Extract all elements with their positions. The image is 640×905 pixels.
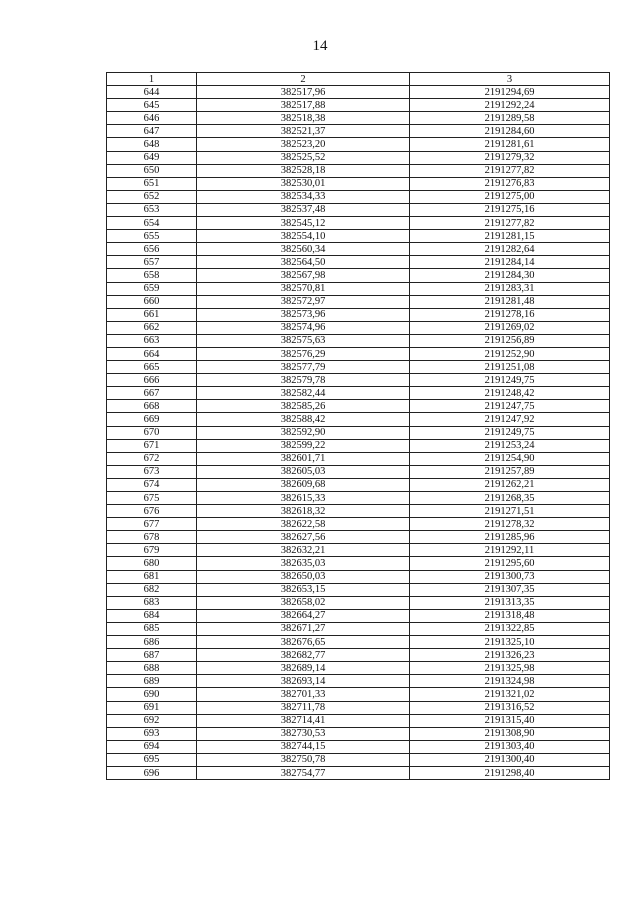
cell-point-number: 648 [107, 138, 197, 151]
cell-point-number: 669 [107, 413, 197, 426]
cell-y-coordinate: 2191251,08 [410, 361, 610, 374]
cell-x-coordinate: 382572,97 [197, 295, 410, 308]
cell-point-number: 677 [107, 518, 197, 531]
cell-x-coordinate: 382635,03 [197, 557, 410, 570]
table-row [107, 203, 610, 216]
cell-y-coordinate: 2191325,98 [410, 662, 610, 675]
cell-point-number: 691 [107, 701, 197, 714]
page-number: 14 [312, 38, 328, 54]
table-row [107, 347, 610, 360]
cell-point-number: 685 [107, 622, 197, 635]
cell-point-number: 645 [107, 99, 197, 112]
table-row [107, 636, 610, 649]
table-row [107, 492, 610, 505]
table-row [107, 570, 610, 583]
cell-x-coordinate: 382588,42 [197, 413, 410, 426]
cell-y-coordinate: 2191256,89 [410, 334, 610, 347]
cell-y-coordinate: 2191326,23 [410, 649, 610, 662]
cell-point-number: 650 [107, 164, 197, 177]
table-row [107, 518, 610, 531]
header-cell-y-coordinate: 3 [410, 73, 610, 86]
table-row [107, 387, 610, 400]
cell-point-number: 664 [107, 347, 197, 360]
cell-x-coordinate: 382689,14 [197, 662, 410, 675]
cell-point-number: 647 [107, 125, 197, 138]
cell-point-number: 676 [107, 505, 197, 518]
cell-y-coordinate: 2191285,96 [410, 531, 610, 544]
cell-y-coordinate: 2191277,82 [410, 164, 610, 177]
cell-point-number: 686 [107, 636, 197, 649]
cell-point-number: 687 [107, 649, 197, 662]
table-row [107, 452, 610, 465]
cell-x-coordinate: 382605,03 [197, 465, 410, 478]
cell-y-coordinate: 2191318,48 [410, 609, 610, 622]
cell-x-coordinate: 382517,96 [197, 86, 410, 99]
cell-x-coordinate: 382609,68 [197, 478, 410, 491]
table-row [107, 295, 610, 308]
cell-x-coordinate: 382714,41 [197, 714, 410, 727]
cell-x-coordinate: 382573,96 [197, 308, 410, 321]
cell-x-coordinate: 382528,18 [197, 164, 410, 177]
cell-y-coordinate: 2191315,40 [410, 714, 610, 727]
cell-x-coordinate: 382653,15 [197, 583, 410, 596]
cell-x-coordinate: 382650,03 [197, 570, 410, 583]
cell-x-coordinate: 382599,22 [197, 439, 410, 452]
cell-point-number: 660 [107, 295, 197, 308]
cell-y-coordinate: 2191249,75 [410, 426, 610, 439]
cell-point-number: 674 [107, 478, 197, 491]
cell-y-coordinate: 2191253,24 [410, 439, 610, 452]
cell-y-coordinate: 2191289,58 [410, 112, 610, 125]
cell-point-number: 696 [107, 766, 197, 779]
cell-x-coordinate: 382615,33 [197, 492, 410, 505]
cell-x-coordinate: 382570,81 [197, 282, 410, 295]
cell-x-coordinate: 382658,02 [197, 596, 410, 609]
cell-point-number: 671 [107, 439, 197, 452]
cell-x-coordinate: 382518,38 [197, 112, 410, 125]
table-row [107, 766, 610, 779]
table-row [107, 164, 610, 177]
cell-y-coordinate: 2191262,21 [410, 478, 610, 491]
cell-y-coordinate: 2191249,75 [410, 374, 610, 387]
table-row [107, 465, 610, 478]
cell-x-coordinate: 382711,78 [197, 701, 410, 714]
cell-y-coordinate: 2191268,35 [410, 492, 610, 505]
cell-x-coordinate: 382537,48 [197, 203, 410, 216]
cell-point-number: 659 [107, 282, 197, 295]
table-row [107, 321, 610, 334]
cell-y-coordinate: 2191303,40 [410, 740, 610, 753]
cell-point-number: 654 [107, 217, 197, 230]
table-row [107, 99, 610, 112]
table-row [107, 531, 610, 544]
table-body [107, 86, 610, 780]
cell-point-number: 679 [107, 544, 197, 557]
cell-point-number: 657 [107, 256, 197, 269]
table-row [107, 217, 610, 230]
table-row [107, 177, 610, 190]
table-row [107, 125, 610, 138]
cell-point-number: 666 [107, 374, 197, 387]
cell-x-coordinate: 382701,33 [197, 688, 410, 701]
cell-x-coordinate: 382575,63 [197, 334, 410, 347]
cell-y-coordinate: 2191271,51 [410, 505, 610, 518]
header-cell-point-number: 1 [107, 73, 197, 86]
cell-y-coordinate: 2191284,30 [410, 269, 610, 282]
cell-x-coordinate: 382574,96 [197, 321, 410, 334]
table-row [107, 662, 610, 675]
cell-point-number: 683 [107, 596, 197, 609]
cell-point-number: 695 [107, 753, 197, 766]
cell-y-coordinate: 2191292,24 [410, 99, 610, 112]
table-row [107, 596, 610, 609]
cell-y-coordinate: 2191300,73 [410, 570, 610, 583]
table-row [107, 243, 610, 256]
table-row [107, 230, 610, 243]
table-row [107, 256, 610, 269]
table-row [107, 688, 610, 701]
cell-x-coordinate: 382567,98 [197, 269, 410, 282]
table-row [107, 439, 610, 452]
cell-x-coordinate: 382521,37 [197, 125, 410, 138]
cell-point-number: 680 [107, 557, 197, 570]
cell-x-coordinate: 382671,27 [197, 622, 410, 635]
cell-y-coordinate: 2191307,35 [410, 583, 610, 596]
cell-y-coordinate: 2191324,98 [410, 675, 610, 688]
table-row [107, 753, 610, 766]
cell-x-coordinate: 382585,26 [197, 400, 410, 413]
cell-point-number: 678 [107, 531, 197, 544]
cell-point-number: 688 [107, 662, 197, 675]
table-header [107, 73, 610, 86]
table-row [107, 544, 610, 557]
cell-point-number: 651 [107, 177, 197, 190]
cell-y-coordinate: 2191275,16 [410, 203, 610, 216]
cell-x-coordinate: 382601,71 [197, 452, 410, 465]
cell-y-coordinate: 2191269,02 [410, 321, 610, 334]
table-row [107, 557, 610, 570]
cell-x-coordinate: 382576,29 [197, 347, 410, 360]
cell-y-coordinate: 2191277,82 [410, 217, 610, 230]
table-row [107, 740, 610, 753]
cell-point-number: 668 [107, 400, 197, 413]
cell-x-coordinate: 382517,88 [197, 99, 410, 112]
cell-x-coordinate: 382744,15 [197, 740, 410, 753]
cell-y-coordinate: 2191322,85 [410, 622, 610, 635]
cell-x-coordinate: 382730,53 [197, 727, 410, 740]
table-row [107, 400, 610, 413]
cell-x-coordinate: 382627,56 [197, 531, 410, 544]
cell-point-number: 644 [107, 86, 197, 99]
cell-y-coordinate: 2191278,16 [410, 308, 610, 321]
cell-point-number: 649 [107, 151, 197, 164]
table-row [107, 374, 610, 387]
cell-point-number: 652 [107, 190, 197, 203]
cell-point-number: 694 [107, 740, 197, 753]
cell-x-coordinate: 382545,12 [197, 217, 410, 230]
cell-point-number: 675 [107, 492, 197, 505]
cell-y-coordinate: 2191247,92 [410, 413, 610, 426]
cell-y-coordinate: 2191283,31 [410, 282, 610, 295]
cell-point-number: 655 [107, 230, 197, 243]
table-row [107, 361, 610, 374]
cell-point-number: 667 [107, 387, 197, 400]
table-row [107, 151, 610, 164]
cell-y-coordinate: 2191313,35 [410, 596, 610, 609]
table-row [107, 269, 610, 282]
cell-y-coordinate: 2191276,83 [410, 177, 610, 190]
cell-y-coordinate: 2191282,64 [410, 243, 610, 256]
table-row [107, 675, 610, 688]
cell-y-coordinate: 2191321,02 [410, 688, 610, 701]
cell-point-number: 662 [107, 321, 197, 334]
cell-x-coordinate: 382622,58 [197, 518, 410, 531]
cell-y-coordinate: 2191247,75 [410, 400, 610, 413]
cell-point-number: 653 [107, 203, 197, 216]
table-row [107, 282, 610, 295]
cell-y-coordinate: 2191308,90 [410, 727, 610, 740]
cell-point-number: 684 [107, 609, 197, 622]
table-row [107, 649, 610, 662]
cell-y-coordinate: 2191248,42 [410, 387, 610, 400]
cell-point-number: 673 [107, 465, 197, 478]
table-row [107, 86, 610, 99]
cell-x-coordinate: 382525,52 [197, 151, 410, 164]
cell-point-number: 672 [107, 452, 197, 465]
cell-y-coordinate: 2191257,89 [410, 465, 610, 478]
table-row [107, 478, 610, 491]
cell-x-coordinate: 382676,65 [197, 636, 410, 649]
cell-x-coordinate: 382523,20 [197, 138, 410, 151]
cell-point-number: 681 [107, 570, 197, 583]
cell-x-coordinate: 382682,77 [197, 649, 410, 662]
cell-point-number: 646 [107, 112, 197, 125]
cell-y-coordinate: 2191278,32 [410, 518, 610, 531]
cell-x-coordinate: 382664,27 [197, 609, 410, 622]
cell-x-coordinate: 382693,14 [197, 675, 410, 688]
table-row [107, 413, 610, 426]
table-row [107, 334, 610, 347]
cell-point-number: 693 [107, 727, 197, 740]
coordinates-table [106, 72, 610, 780]
cell-x-coordinate: 382632,21 [197, 544, 410, 557]
cell-x-coordinate: 382754,77 [197, 766, 410, 779]
cell-x-coordinate: 382582,44 [197, 387, 410, 400]
cell-y-coordinate: 2191298,40 [410, 766, 610, 779]
cell-y-coordinate: 2191294,69 [410, 86, 610, 99]
cell-y-coordinate: 2191254,90 [410, 452, 610, 465]
cell-x-coordinate: 382750,78 [197, 753, 410, 766]
cell-y-coordinate: 2191300,40 [410, 753, 610, 766]
cell-point-number: 665 [107, 361, 197, 374]
cell-point-number: 692 [107, 714, 197, 727]
table-row [107, 426, 610, 439]
cell-x-coordinate: 382530,01 [197, 177, 410, 190]
cell-x-coordinate: 382554,10 [197, 230, 410, 243]
cell-x-coordinate: 382577,79 [197, 361, 410, 374]
table-row [107, 112, 610, 125]
table-row [107, 505, 610, 518]
cell-point-number: 658 [107, 269, 197, 282]
table-row [107, 727, 610, 740]
cell-point-number: 656 [107, 243, 197, 256]
cell-x-coordinate: 382579,78 [197, 374, 410, 387]
cell-y-coordinate: 2191281,61 [410, 138, 610, 151]
cell-x-coordinate: 382618,32 [197, 505, 410, 518]
cell-x-coordinate: 382534,33 [197, 190, 410, 203]
table-row [107, 714, 610, 727]
header-row [107, 73, 610, 86]
cell-y-coordinate: 2191281,15 [410, 230, 610, 243]
table-row [107, 622, 610, 635]
cell-y-coordinate: 2191275,00 [410, 190, 610, 203]
cell-point-number: 689 [107, 675, 197, 688]
cell-point-number: 682 [107, 583, 197, 596]
table-row [107, 583, 610, 596]
table-row [107, 190, 610, 203]
cell-y-coordinate: 2191281,48 [410, 295, 610, 308]
table-row [107, 138, 610, 151]
cell-x-coordinate: 382564,50 [197, 256, 410, 269]
table-row [107, 609, 610, 622]
cell-y-coordinate: 2191325,10 [410, 636, 610, 649]
cell-y-coordinate: 2191316,52 [410, 701, 610, 714]
cell-y-coordinate: 2191284,14 [410, 256, 610, 269]
table-row [107, 701, 610, 714]
cell-y-coordinate: 2191279,32 [410, 151, 610, 164]
cell-point-number: 690 [107, 688, 197, 701]
cell-point-number: 670 [107, 426, 197, 439]
cell-y-coordinate: 2191252,90 [410, 347, 610, 360]
cell-y-coordinate: 2191284,60 [410, 125, 610, 138]
cell-y-coordinate: 2191295,60 [410, 557, 610, 570]
cell-x-coordinate: 382560,34 [197, 243, 410, 256]
cell-x-coordinate: 382592,90 [197, 426, 410, 439]
header-cell-x-coordinate: 2 [197, 73, 410, 86]
table-row [107, 308, 610, 321]
cell-point-number: 661 [107, 308, 197, 321]
cell-y-coordinate: 2191292,11 [410, 544, 610, 557]
cell-point-number: 663 [107, 334, 197, 347]
